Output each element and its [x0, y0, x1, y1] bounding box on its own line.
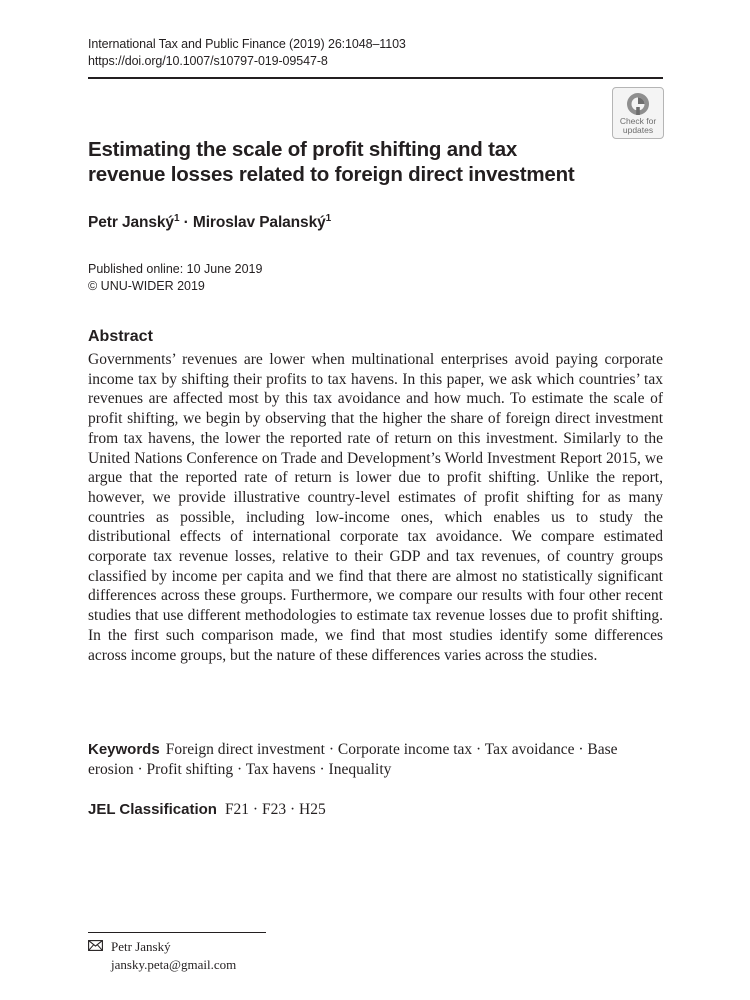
jel-codes: F21 · F23 · H25 [224, 801, 326, 818]
corresponding-author-email[interactable]: jansky.peta@gmail.com [111, 957, 237, 972]
jel-classification [88, 801, 326, 819]
doi-link[interactable]: https://doi.org/10.1007/s10797-019-09547-8 [88, 54, 328, 68]
author-affiliation: 1 [173, 213, 180, 224]
article-title: Estimating the scale of profit shifting and tax revenue losses related to foreign direct investment [88, 138, 575, 186]
author-name[interactable]: Petr Janský [88, 214, 174, 231]
published-date: Published online: 10 June 2019 [88, 262, 263, 276]
badge-label-line1: Check for [619, 116, 657, 126]
author-separator: · [183, 214, 189, 231]
badge-label-line2: updates [622, 125, 654, 135]
abstract-text: Governments’ revenues are lower when multinational enterprises avoid paying corporate income tax by shifting their profits to tax havens. In this paper, we ask which countries’ tax revenues are affected most by this tax avoidance and how much. To estimate the scale of profit shifting, we begin by observing that the higher the share of foreign direct investment from tax havens, the lower the reported rate of return on this investment. Similarly to the United Nations Conference on Trade and Development’s World Investment Report 2015, we argue that the reported rate of return is lower due to profit shifting. Unlike the report, however, we provide illustrative country-level estimates of profit shifting for as many countries as possible, including low-income ones, which enables us to study the distributional effects of international corporate tax avoidance. We compare estimated corporate tax revenue losses, relative to their GDP and tax revenues, of country groups classified by income per capita and we find that there are almost no statistically significant differences across these groups. Furthermore, we compare our results with four other recent studies that use different methodologies to estimate tax revenue losses due to profit shifting. In the first such comparison made, we find that most studies identify some differences across income groups, but the nature of these differences varies across the studies. [88, 351, 663, 664]
author-name[interactable]: Miroslav Palanský [192, 214, 326, 231]
abstract-heading: Abstract [88, 328, 153, 345]
keywords-list: Foreign direct investment · Corporate income tax · Tax avoidance · Base erosion · Profit shifting · Tax havens · Inequality [88, 741, 618, 778]
keywords-label: Keywords [88, 741, 160, 758]
journal-header [88, 36, 406, 70]
corresponding-author-name: Petr Janský [111, 939, 171, 954]
publication-info [88, 261, 262, 295]
author-affiliation: 1 [325, 213, 332, 224]
corresponding-author-footnote [88, 938, 236, 974]
author-list [88, 214, 331, 232]
crossmark-icon [626, 92, 650, 116]
copyright-notice: © UNU-WIDER 2019 [88, 279, 205, 293]
footnote-divider [88, 932, 266, 933]
keywords-section [88, 740, 663, 780]
envelope-icon [88, 940, 103, 951]
check-for-updates-badge[interactable] [612, 87, 664, 139]
header-divider [88, 77, 663, 79]
jel-label: JEL Classification [88, 801, 217, 818]
journal-citation: International Tax and Public Finance (2019) 26:1048–1103 [88, 37, 406, 51]
